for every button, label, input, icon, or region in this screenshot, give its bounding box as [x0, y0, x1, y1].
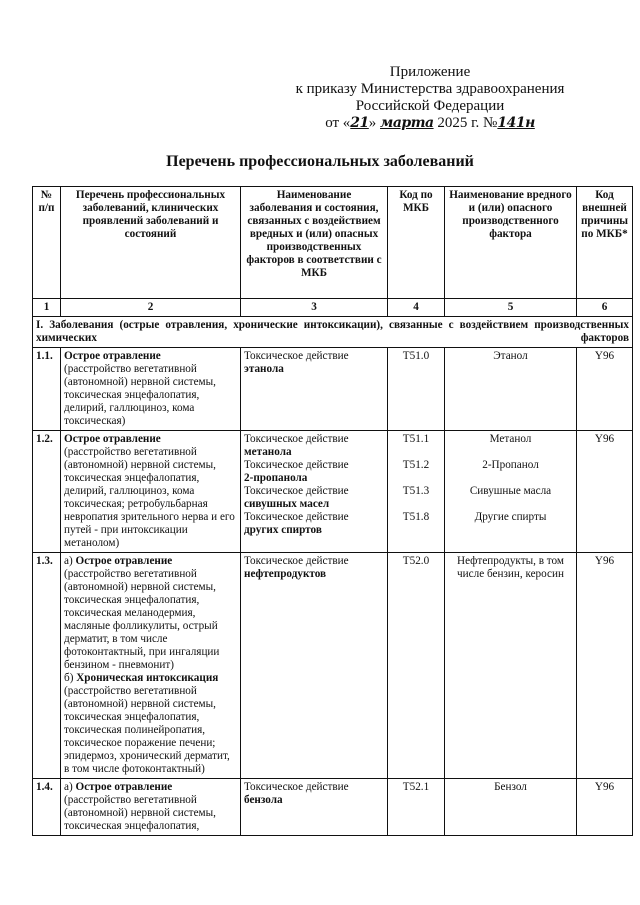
- table-row: [33, 348, 633, 431]
- icd-code: T51.8: [402, 511, 430, 523]
- disease-description: [61, 348, 241, 431]
- col-number: 3: [241, 299, 388, 317]
- icd-name-cell: Токсическое действие метанола Токсическое действие 2-пропанола Токсическое действие сивушных масел Токсическое действие других спиртов: [241, 431, 388, 553]
- section-title: I. Заболевания (острые отравления, хронические интоксикации), связанные с воздействием производственных химических факторов: [33, 317, 633, 348]
- agent-name: бензола: [244, 794, 283, 806]
- disease-title: Хроническая интоксикация: [76, 672, 219, 684]
- icd-code: T51.3: [402, 485, 430, 497]
- row-number: 1.2.: [33, 431, 61, 553]
- column-number-row: [33, 299, 633, 317]
- icd-code: T52.1: [388, 779, 445, 836]
- icd-code: T51.2: [402, 459, 430, 471]
- col-number: 1: [33, 299, 61, 317]
- table-row: [33, 553, 633, 779]
- col-header-code: Код по МКБ: [388, 187, 445, 299]
- col-number: 4: [388, 299, 445, 317]
- factor-name: Сивушные масла: [469, 485, 552, 497]
- disease-details: (расстройство вегетативной (автономной) нервной системы, токсическая энцефалопатия, делирий, галлюциноз, кома токсическая; ретробульбарная невропатия зрительного нерва и его путей - при интоксикации метанолом): [64, 446, 235, 549]
- factor-name: Этанол: [445, 348, 577, 431]
- icd-code-cell: [388, 431, 445, 553]
- agent-name: этанола: [244, 363, 284, 375]
- icd-name-cell: Токсическое действие этанола: [241, 348, 388, 431]
- section-row: [33, 317, 633, 348]
- disease-title: Острое отравление: [75, 555, 173, 567]
- factor-name: Другие спирты: [474, 511, 547, 523]
- diseases-table: [32, 186, 633, 836]
- disease-details: (расстройство вегетативной (автономной) нервной системы, токсическая энцефалопатия, токсическая меланодермия, масляные фолликулиты, острый дерматит, в том числе фотоконтактный, при ингаляции бензином - пневмонит): [64, 568, 220, 671]
- icd-name-cell: Токсическое действие бензола: [241, 779, 388, 836]
- table-row: [33, 779, 633, 836]
- appendix-label: Приложение: [389, 64, 471, 80]
- disease-title: Острое отравление: [75, 781, 173, 793]
- col-header-name: Наименование заболевания и состояния, связанных с воздействием вредных и (или) опасных производственных факторов в соответствии с МКБ: [241, 187, 388, 299]
- col-number: 6: [577, 299, 633, 317]
- disease-description: а) Острое отравление (расстройство вегетативной (автономной) нервной системы, токсическая энцефалопатия, токсическая меланодермия, масляные фолликулиты, острый дерматит, в том числе фотоконтактный, при ингаляции бензином - пневмонит) б) Хроническая интоксикация (расстройство вегетативной (автономной) нервной системы, токсическая энцефалопатия, токсическая полинейропатия, токсическое поражение печени; эпидермоз, хронический дерматит, в том числе фотоконтактный): [61, 553, 241, 779]
- document-title: Перечень профессиональных заболеваний: [166, 153, 474, 170]
- agent-name: нефтепродуктов: [244, 568, 327, 580]
- factor-name: 2-Пропанол: [482, 459, 539, 471]
- factor-name: Нефтепродукты, в том числе бензин, керосин: [445, 553, 577, 779]
- handwritten-number: 141н: [497, 115, 535, 131]
- ext-code: Y96: [577, 553, 633, 779]
- disease-description: [61, 431, 241, 553]
- col-number: 5: [445, 299, 577, 317]
- federation-line: Российской Федерации: [355, 98, 505, 114]
- factor-cell: [445, 431, 577, 553]
- order-line: к приказу Министерства здравоохранения: [295, 81, 565, 97]
- ext-code: Y96: [577, 431, 633, 553]
- icd-code: T52.0: [388, 553, 445, 779]
- factor-name: Бензол: [445, 779, 577, 836]
- disease-details: (расстройство вегетативной (автономной) нервной системы, токсическая энцефалопатия,: [64, 794, 216, 832]
- row-number: 1.3.: [33, 553, 61, 779]
- col-header-num: № п/п: [33, 187, 61, 299]
- handwritten-day: 21: [350, 115, 369, 131]
- agent-name: других спиртов: [244, 524, 322, 536]
- factor-name: Метанол: [489, 433, 532, 445]
- icd-name-cell: Токсическое действие нефтепродуктов: [241, 553, 388, 779]
- ext-code: Y96: [577, 779, 633, 836]
- col-number: 2: [61, 299, 241, 317]
- col-header-factor: Наименование вредного и (или) опасного производственного фактора: [445, 187, 577, 299]
- ext-code: Y96: [577, 348, 633, 431]
- order-header: [280, 64, 580, 132]
- disease-title: Острое отравление: [64, 350, 161, 362]
- disease-details: (расстройство вегетативной (автономной) нервной системы, токсическая энцефалопатия, делирий, галлюциноз, кома токсическая): [64, 363, 216, 427]
- agent-name: сивушных масел: [244, 498, 330, 510]
- col-header-ext-code: Код внешней причины по МКБ*: [577, 187, 633, 299]
- agent-name: метанола: [244, 446, 292, 458]
- disease-description: а) Острое отравление (расстройство вегетативной (автономной) нервной системы, токсическая энцефалопатия,: [61, 779, 241, 836]
- header-row: [33, 187, 633, 299]
- row-number: 1.4.: [33, 779, 61, 836]
- disease-details: (расстройство вегетативной (автономной) нервной системы, токсическая энцефалопатия, токсическая полинейропатия, токсическое поражение печени; эпидермоз, хронический дерматит, в том числе фотоконтактный): [64, 685, 230, 775]
- disease-title: Острое отравление: [64, 433, 161, 445]
- table-row: [33, 431, 633, 553]
- icd-code: T51.0: [388, 348, 445, 431]
- agent-name: 2-пропанола: [244, 472, 308, 484]
- row-number: 1.1.: [33, 348, 61, 431]
- icd-code: T51.1: [402, 433, 430, 445]
- col-header-list: Перечень профессиональных заболеваний, клинических проявлений заболеваний и состояний: [61, 187, 241, 299]
- order-date-line: от «21» марта 2025 г. №141н: [325, 115, 535, 131]
- handwritten-month: марта: [380, 115, 434, 131]
